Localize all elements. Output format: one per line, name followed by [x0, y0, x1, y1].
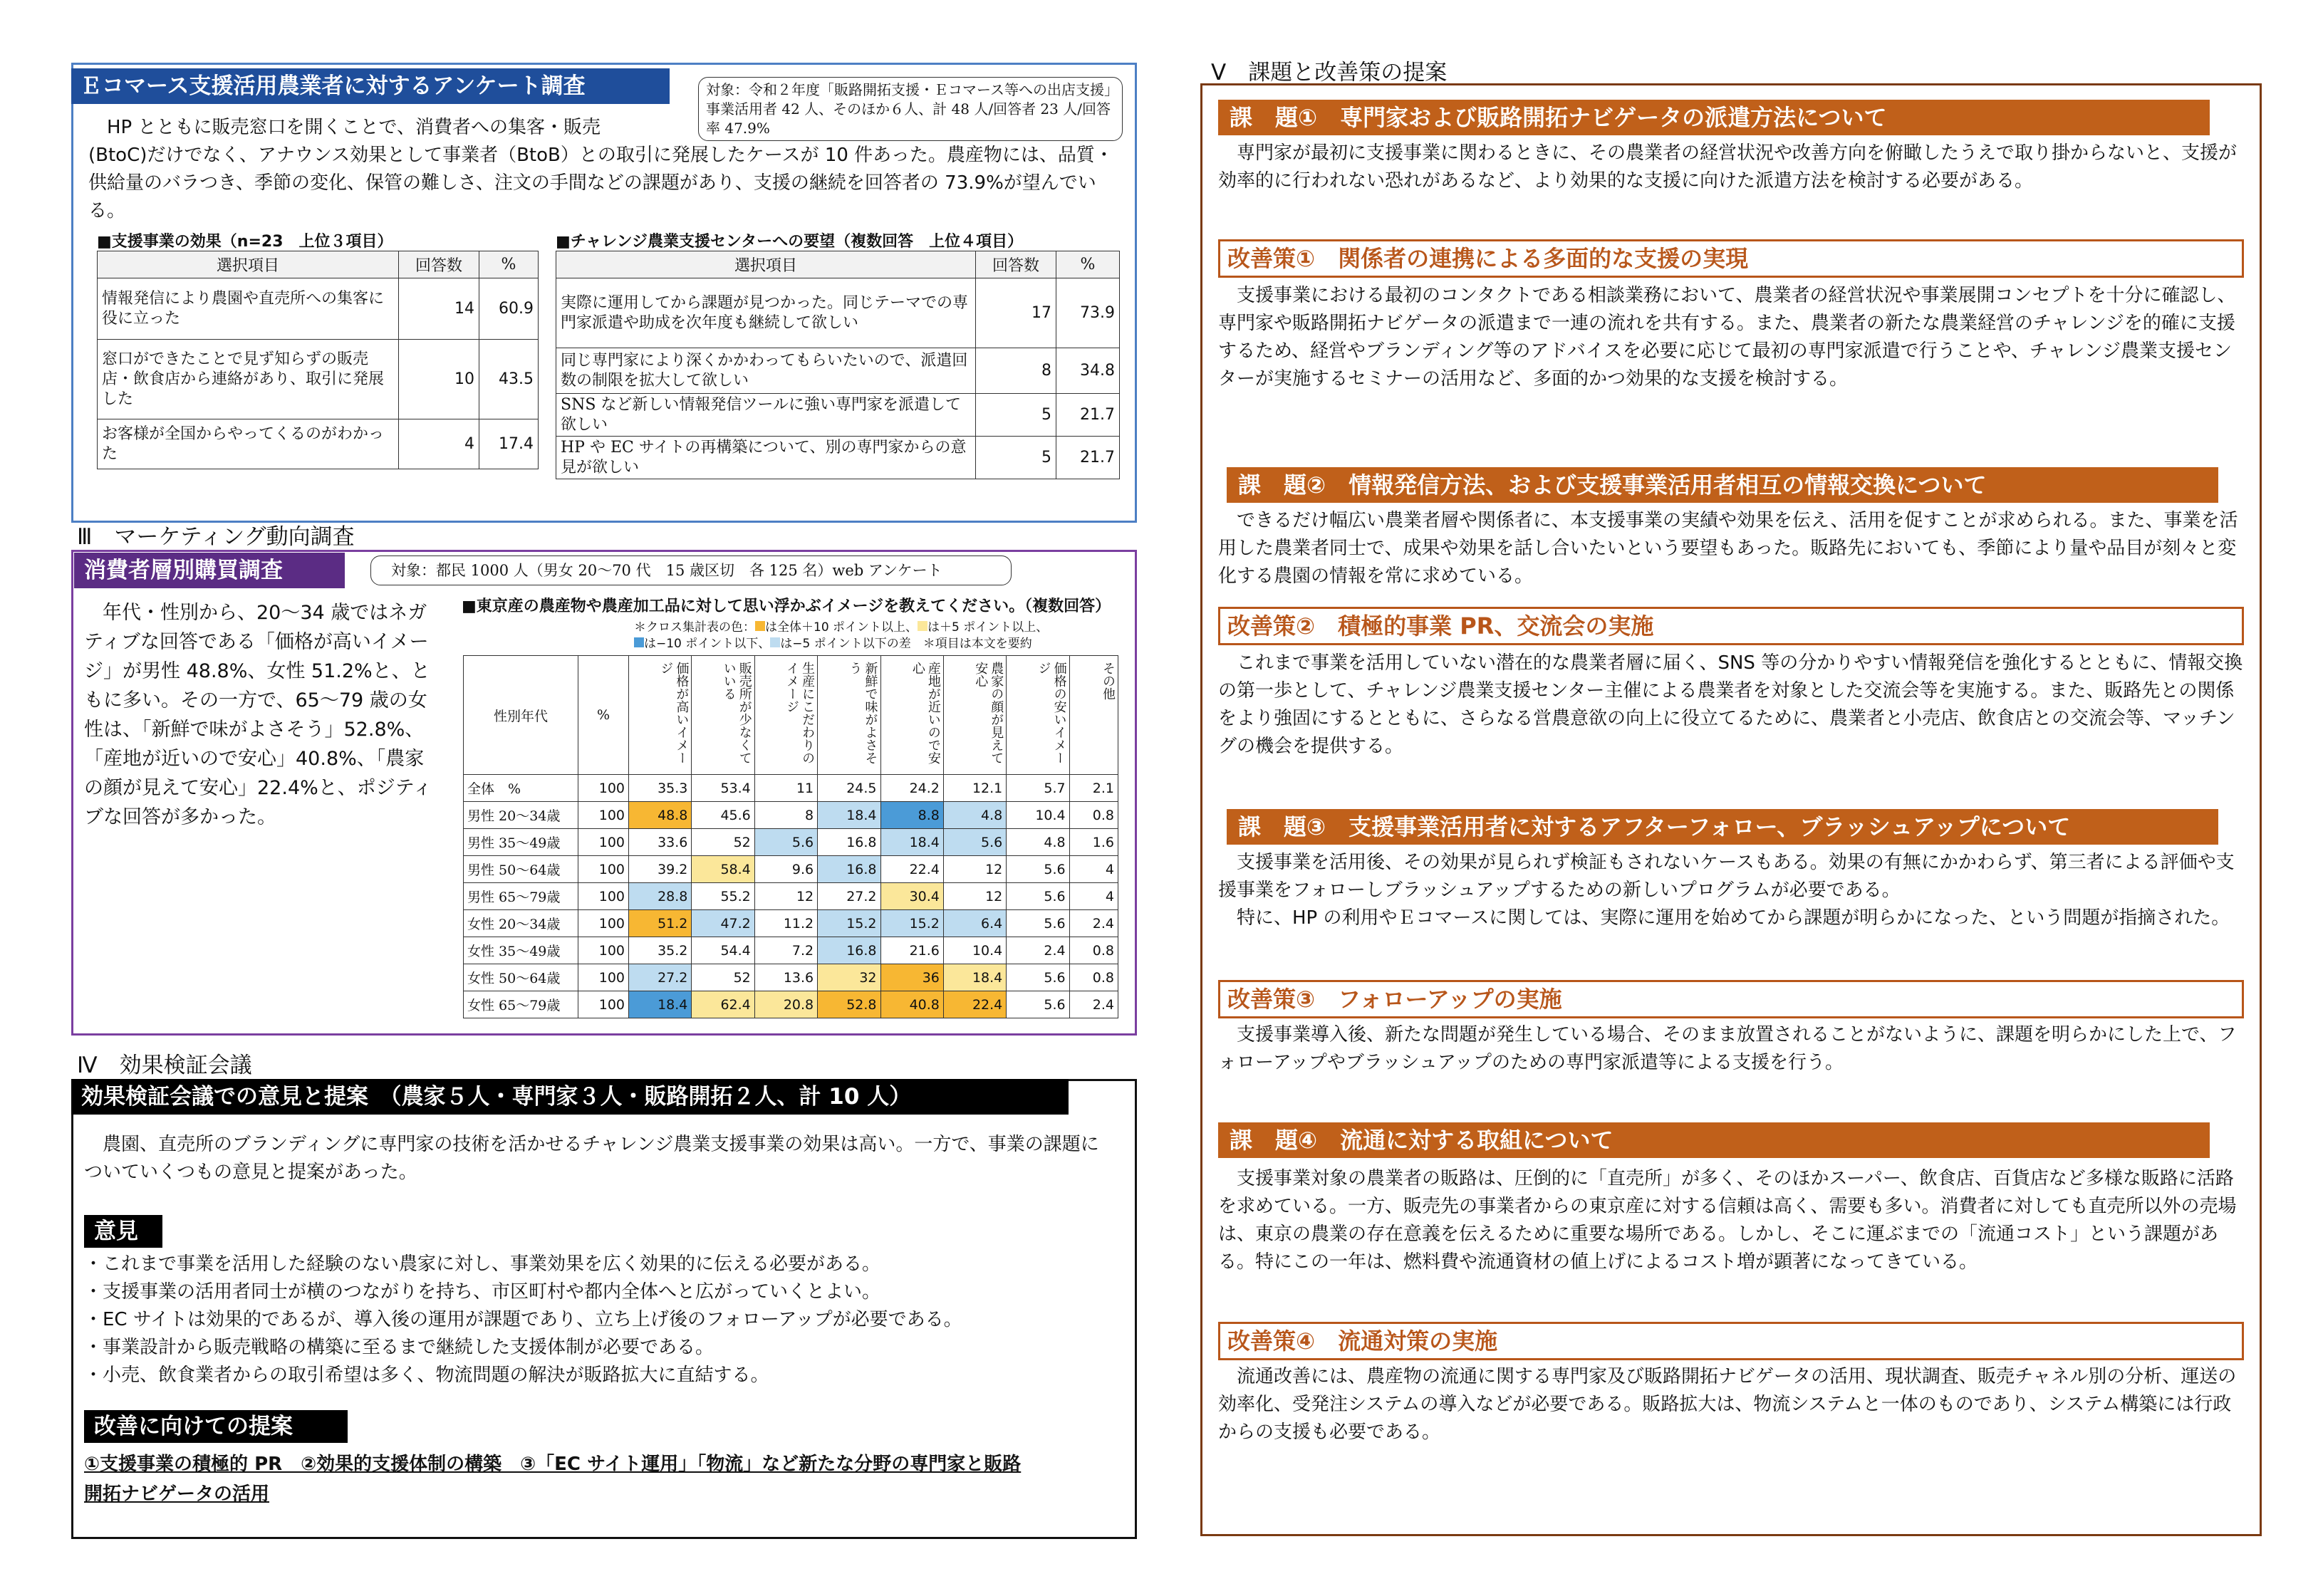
value-cell: 5.6	[754, 829, 817, 856]
th-col: 新鮮で味がよさそう	[818, 656, 880, 775]
value-cell: 30.4	[880, 883, 943, 910]
meeting-intro-text: 農園、直売所のブランディングに専門家の技術を活かせるチャレンジ農業支援事業の効果は高い。一方で、事業の課題についていくつもの意見と提案があった。	[84, 1134, 1099, 1183]
value-cell: 27.2	[818, 883, 880, 910]
value-cell: 52	[692, 829, 754, 856]
issue-3-text: 支援事業を活用後、その効果が見られず検証もされないケースもある。効果の有無にかかわらず、第三者による評価や支援事業をフォローしブラッシュアップするための新しいプログラムが必要である。	[1218, 852, 2235, 901]
th-item: 選択項目	[556, 251, 976, 278]
th-col: 生産にこだわりのイメージ	[754, 656, 817, 775]
cell-pct: 60.9	[479, 278, 539, 340]
opinion-heading: 意見	[84, 1215, 162, 1248]
intro-text: (BtoC)だけでなく、アナウンス効果として事業者（BtoB）との取引に発展したケースが 10 件あった。農産物には、品質・供給量のバラつき、季節の変化、保管の難しさ、注文の手間などの課題があり、支援の継続を回答者の 73.9%が望んでいる。	[88, 145, 1113, 221]
value-cell: 53.4	[692, 775, 754, 802]
table-row	[464, 856, 1118, 883]
table-row	[98, 278, 539, 340]
cell-count: 14	[399, 278, 479, 340]
value-cell: 35.3	[629, 775, 692, 802]
th-col: 価格が高いイメージ	[629, 656, 692, 775]
row-n: 100	[578, 829, 629, 856]
issue-2-title: 課 題② 情報発信方法、および支援事業活用者相互の情報交換について	[1227, 467, 2218, 503]
value-cell: 24.5	[818, 775, 880, 802]
th-count: 回答数	[399, 251, 479, 278]
value-cell: 5.6	[1007, 883, 1069, 910]
legend-text: は−5 ポイント以下の差 ＊項目は本文を要約	[780, 637, 1032, 651]
cell-item: 同じ専門家により深くかかわってもらいたいので、派遣回数の制限を拡大して欲しい	[556, 348, 976, 394]
request-table	[556, 251, 1120, 479]
solution-4-title: 改善策④ 流通対策の実施	[1218, 1322, 2244, 1360]
legend-swatch-orange	[755, 621, 765, 631]
value-cell: 4	[1069, 883, 1118, 910]
table-row	[464, 937, 1118, 964]
value-cell: 32	[818, 964, 880, 991]
effect-table	[97, 251, 539, 469]
issue-1-title: 課 題① 専門家および販路開拓ナビゲータの派遣方法について	[1218, 100, 2210, 135]
opinion-item: ・事業設計から販売戦略の構築に至るまで継続した支援体制が必要である。	[84, 1337, 714, 1358]
solution-1-title: 改善策① 関係者の連携による多面的な支援の実現	[1218, 239, 2244, 278]
issue-3-text-2: 特に、HP の利用やＥコマースに関しては、実際に運用を始めてから課題が明らかになった、という問題が指摘された。	[1237, 907, 2230, 929]
value-cell: 18.4	[880, 829, 943, 856]
survey-intro-rest	[88, 142, 1121, 225]
value-cell: 15.2	[818, 910, 880, 937]
legend-swatch-blue	[634, 637, 644, 647]
value-cell: 58.4	[692, 856, 754, 883]
value-cell: 10.4	[1007, 802, 1069, 829]
value-cell: 0.8	[1069, 802, 1118, 829]
cell-item: 実際に運用してから課題が見つかった。同じテーマでの専門家派遣や助成を次年度も継続して欲しい	[556, 278, 976, 348]
cell-count: 10	[399, 340, 479, 419]
value-cell: 45.6	[692, 802, 754, 829]
opinion-item: ・支援事業の活用者同士が横のつながりを持ち、市区町村や都内全体へと広がっていくとよい。	[84, 1281, 881, 1303]
cell-item: 窓口ができたことで見ず知らずの販売店・飲食店から連絡があり、取引に発展した	[98, 340, 399, 419]
cell-pct: 21.7	[1056, 437, 1120, 479]
value-cell: 2.1	[1069, 775, 1118, 802]
section-iv-heading: Ⅳ 効果検証会議	[77, 1053, 252, 1078]
value-cell: 5.6	[1007, 910, 1069, 937]
legend-text: は−10 ポイント以下、	[644, 637, 771, 651]
cell-pct: 17.4	[479, 419, 539, 469]
value-cell: 39.2	[629, 856, 692, 883]
value-cell: 12.1	[943, 775, 1006, 802]
row-label: 女性 35〜49歳	[464, 937, 578, 964]
cross-table-header	[464, 656, 1118, 775]
value-cell: 6.4	[943, 910, 1006, 937]
value-cell: 4.8	[1007, 829, 1069, 856]
cell-count: 17	[976, 278, 1056, 348]
cell-item: お客様が全国からやってくるのがわかった	[98, 419, 399, 469]
value-cell: 52.8	[818, 991, 880, 1018]
issue-4-text: 支援事業対象の農業者の販路は、圧倒的に「直売所」が多く、そのほかスーパー、飲食店、百貨店など多様な販路に活路を求めている。一方、販売先の事業者からの東京産に対する信頼は高く、需要も多い。消費者に対しても直売所以外の売場は、東京の農業の存在意義を伝えるために重要な場所である。しかし、そこに運ぶまでの「流通コスト」という課題がある。特にこの一年は、燃料費や流通資材の値上げによるコスト増が顕著になってきている。	[1218, 1168, 2237, 1273]
value-cell: 51.2	[629, 910, 692, 937]
value-cell: 62.4	[692, 991, 754, 1018]
value-cell: 21.6	[880, 937, 943, 964]
row-n: 100	[578, 937, 629, 964]
proposal-line: 開拓ナビゲータの活用	[84, 1483, 270, 1505]
solution-1-text: 支援事業における最初のコンタクトである相談業務において、農業者の経営状況や事業展開コンセプトを十分に確認し、専門家や販路開拓ナビゲータの派遣まで一連の流れを共有する。また、農業者の新たな農業経営のチャレンジを的確に支援するため、経営やブランディング等のアドバイスを必要に応じて最初の専門家派遣で行うことや、チャレンジ農業支援センターが実施するセミナーの活用など、多面的かつ効果的な支援を検討する。	[1218, 285, 2236, 390]
value-cell: 54.4	[692, 937, 754, 964]
row-label: 男性 50〜64歳	[464, 856, 578, 883]
section-v-heading: Ⅴ 課題と改善策の提案	[1211, 60, 1448, 85]
value-cell: 12	[943, 883, 1006, 910]
cell-item: HP や EC サイトの再構築について、別の専門家からの意見が欲しい	[556, 437, 976, 479]
value-cell: 27.2	[629, 964, 692, 991]
cell-pct: 21.7	[1056, 394, 1120, 437]
survey-title: Ｅコマース支援活用農業者に対するアンケート調査	[71, 68, 670, 104]
value-cell: 20.8	[754, 991, 817, 1018]
row-n: 100	[578, 910, 629, 937]
legend-swatch-yellow	[918, 621, 927, 631]
value-cell: 12	[754, 883, 817, 910]
value-cell: 4.8	[943, 802, 1006, 829]
solution-3-text: 支援事業導入後、新たな問題が発生している場合、そのまま放置されることがないように、課題を明らかにした上で、フォローアップやブラッシュアップのための専門家派遣等による支援を行う。	[1218, 1024, 2237, 1073]
value-cell: 2.4	[1069, 910, 1118, 937]
legend-text: は全体＋10 ポイント以上、	[765, 620, 918, 635]
meeting-title: 効果検証会議での意見と提案 （農家５人・専門家３人・販路開拓２人、計 10 人）	[71, 1079, 1069, 1115]
th-col: 販売所が少なくていいる	[692, 656, 754, 775]
cell-pct: 73.9	[1056, 278, 1120, 348]
row-n: 100	[578, 883, 629, 910]
legend-line-1	[634, 620, 1126, 636]
cross-table	[463, 655, 1118, 1018]
row-label: 男性 35〜49歳	[464, 829, 578, 856]
value-cell: 47.2	[692, 910, 754, 937]
table-row	[464, 775, 1118, 802]
market-title: 消費者層別購買調査	[74, 553, 345, 588]
row-label: 全体 %	[464, 775, 578, 802]
table-row	[464, 964, 1118, 991]
solution-3-title: 改善策③ フォローアップの実施	[1218, 980, 2244, 1018]
meeting-intro	[84, 1131, 1117, 1186]
cell-count: 8	[976, 348, 1056, 394]
value-cell: 15.2	[880, 910, 943, 937]
value-cell: 22.4	[943, 991, 1006, 1018]
table2-caption: ■チャレンジ農業支援センターへの要望（複数回答 上位４項目）	[556, 233, 1024, 251]
value-cell: 11	[754, 775, 817, 802]
value-cell: 35.2	[629, 937, 692, 964]
value-cell: 48.8	[629, 802, 692, 829]
th-col: その他	[1069, 656, 1118, 775]
table1-caption: ■支援事業の効果（n=23 上位３項目）	[97, 233, 393, 251]
solution-4-text: 流通改善には、農産物の流通に関する専門家及び販路開拓ナビゲータの活用、現状調査、販売チャネル別の分析、運送の効率化、受発注システムの導入などが必要である。販路拡大は、物流システムと一体のものであり、システム構築には行政からの支援も必要である。	[1218, 1366, 2237, 1443]
value-cell: 0.8	[1069, 937, 1118, 964]
value-cell: 36	[880, 964, 943, 991]
table-row	[556, 437, 1120, 479]
intro-line: HP とともに販売窓口を開くことで、消費者への集客・販売	[107, 117, 601, 138]
value-cell: 28.8	[629, 883, 692, 910]
value-cell: 2.4	[1069, 991, 1118, 1018]
cell-count: 5	[976, 394, 1056, 437]
issue-1-text: 専門家が最初に支援事業に関わるときに、その農業者の経営状況や改善方向を俯瞰したうえで取り掛からないと、支援が効率的に行われない恐れがあるなど、より効果的な支援に向けた派遣方法を検討する必要がある。	[1218, 142, 2238, 192]
th-group: 性別年代	[464, 656, 578, 775]
value-cell: 4	[1069, 856, 1118, 883]
value-cell: 8.8	[880, 802, 943, 829]
value-cell: 5.7	[1007, 775, 1069, 802]
row-label: 女性 65〜79歳	[464, 991, 578, 1018]
issue-4-title: 課 題④ 流通に対する取組について	[1218, 1122, 2210, 1158]
solution-2-text: これまで事業を活用していない潜在的な農業者層に届く、SNS 等の分かりやすい情報発信を強化するとともに、情報交換の第一歩として、チャレンジ農業支援センター主催による農業者を対象とした交流会等を実施する。また、販路先との関係をより強固にするとともに、さらなる営農意欲の向上に役立てるために、農業者と小売店、飲食店との交流会等、マッチングの機会を提供する。	[1218, 652, 2243, 757]
market-body	[84, 598, 433, 832]
issue-2-text: できるだけ幅広い農業者層や関係者に、本支援事業の実績や効果を伝え、活用を促すことが求められる。また、事業を活用した農業者同士で、成果や効果を話し合いたいという要望もあった。販路先においても、季節により量や品目が刻々と変化する農園の情報を常に求めている。	[1218, 510, 2238, 587]
market-target-note: 対象：都民 1000 人（男女 20〜70 代 15 歳区切 各 125 名）web アンケート	[370, 556, 1012, 585]
table-row	[556, 394, 1120, 437]
value-cell: 55.2	[692, 883, 754, 910]
table-row	[464, 802, 1118, 829]
table-row	[556, 348, 1120, 394]
th-col: 農家の顔が見えて安心	[943, 656, 1006, 775]
cell-count: 5	[976, 437, 1056, 479]
table-row	[98, 340, 539, 419]
row-n: 100	[578, 964, 629, 991]
row-n: 100	[578, 775, 629, 802]
th-pct: %	[479, 251, 539, 278]
proposal-text	[84, 1449, 1117, 1509]
value-cell: 2.4	[1007, 937, 1069, 964]
value-cell: 18.4	[818, 802, 880, 829]
legend-line-2	[634, 636, 1126, 652]
color-legend	[634, 620, 1126, 652]
row-label: 女性 20〜34歳	[464, 910, 578, 937]
value-cell: 12	[943, 856, 1006, 883]
section-iii-heading: Ⅲ マーケティング動向調査	[77, 524, 355, 550]
market-table-caption: ■東京産の農産物や農産加工品に対して思い浮かぶイメージを教えてください。（複数回答）	[462, 598, 1111, 615]
value-cell: 10.4	[943, 937, 1006, 964]
cell-item: SNS など新しい情報発信ツールに強い専門家を派遣して欲しい	[556, 394, 976, 437]
row-label: 男性 20〜34歳	[464, 802, 578, 829]
legend-text: ＊クロス集計表の色：	[634, 620, 755, 635]
value-cell: 8	[754, 802, 817, 829]
row-n: 100	[578, 991, 629, 1018]
value-cell: 18.4	[629, 991, 692, 1018]
th-item: 選択項目	[98, 251, 399, 278]
cell-pct: 34.8	[1056, 348, 1120, 394]
value-cell: 22.4	[880, 856, 943, 883]
value-cell: 52	[692, 964, 754, 991]
table-row	[464, 910, 1118, 937]
value-cell: 7.2	[754, 937, 817, 964]
opinion-list	[84, 1251, 1117, 1389]
legend-swatch-lightblue	[770, 637, 780, 647]
survey-target-note: 対象：令和２年度「販路開拓支援・Ｅコマース等への出店支援」事業活用者 42 人、そのほか６人、計 48 人/回答者 23 人/回答率 47.9%	[698, 77, 1123, 141]
value-cell: 33.6	[629, 829, 692, 856]
value-cell: 24.2	[880, 775, 943, 802]
value-cell: 5.6	[1007, 991, 1069, 1018]
row-n: 100	[578, 856, 629, 883]
th-pct: %	[1056, 251, 1120, 278]
row-n: 100	[578, 802, 629, 829]
th-n: %	[578, 656, 629, 775]
value-cell: 5.6	[1007, 856, 1069, 883]
table-row	[98, 419, 539, 469]
table-row	[556, 278, 1120, 348]
value-cell: 1.6	[1069, 829, 1118, 856]
table-row	[464, 829, 1118, 856]
value-cell: 40.8	[880, 991, 943, 1018]
opinion-item: ・これまで事業を活用した経験のない農家に対し、事業効果を広く効果的に伝える必要がある。	[84, 1253, 881, 1275]
value-cell: 16.8	[818, 937, 880, 964]
opinion-item: ・EC サイトは効果的であるが、導入後の運用が課題であり、立ち上げ後のフォローアップが必要である。	[84, 1309, 962, 1330]
issue-3-title: 課 題③ 支援事業活用者に対するアフターフォロー、ブラッシュアップについて	[1227, 809, 2218, 845]
proposal-line: ①支援事業の積極的 PR ②効果的支援体制の構築 ③「EC サイト運用」「物流」など新たな分野の専門家と販路	[84, 1454, 1022, 1475]
cell-count: 4	[399, 419, 479, 469]
solution-2-title: 改善策② 積極的事業 PR、交流会の実施	[1218, 607, 2244, 645]
value-cell: 16.8	[818, 856, 880, 883]
table-row	[464, 883, 1118, 910]
value-cell: 0.8	[1069, 964, 1118, 991]
value-cell: 5.6	[943, 829, 1006, 856]
opinion-item: ・小売、飲食業者からの取引希望は多く、物流問題の解決が販路拡大に直結する。	[84, 1365, 769, 1386]
value-cell: 9.6	[754, 856, 817, 883]
proposal-heading: 改善に向けての提案	[84, 1410, 348, 1443]
th-count: 回答数	[976, 251, 1056, 278]
cell-pct: 43.5	[479, 340, 539, 419]
cell-item: 情報発信により農園や直売所への集客に役に立った	[98, 278, 399, 340]
row-label: 男性 65〜79歳	[464, 883, 578, 910]
value-cell: 18.4	[943, 964, 1006, 991]
row-label: 女性 50〜64歳	[464, 964, 578, 991]
market-text: 年代・性別から、20〜34 歳ではネガティブな回答である「価格が高いイメージ」が男性 48.8%、女性 51.2%と、ともに多い。その一方で、65〜79 歳の女性は、「新鮮で味がよさそう」52.8%、「産地が近いので安心」40.8%、「農家の顔が見えて安心」22.4%と、ポジティブな回答が多かった。	[84, 602, 432, 828]
value-cell: 13.6	[754, 964, 817, 991]
value-cell: 5.6	[1007, 964, 1069, 991]
value-cell: 16.8	[818, 829, 880, 856]
survey-intro-first	[88, 114, 687, 142]
value-cell: 11.2	[754, 910, 817, 937]
table-row	[464, 991, 1118, 1018]
legend-text: は＋5 ポイント以上、	[927, 620, 1049, 635]
th-col: 価格の安いイメージ	[1007, 656, 1069, 775]
th-col: 産地が近いので安心	[880, 656, 943, 775]
